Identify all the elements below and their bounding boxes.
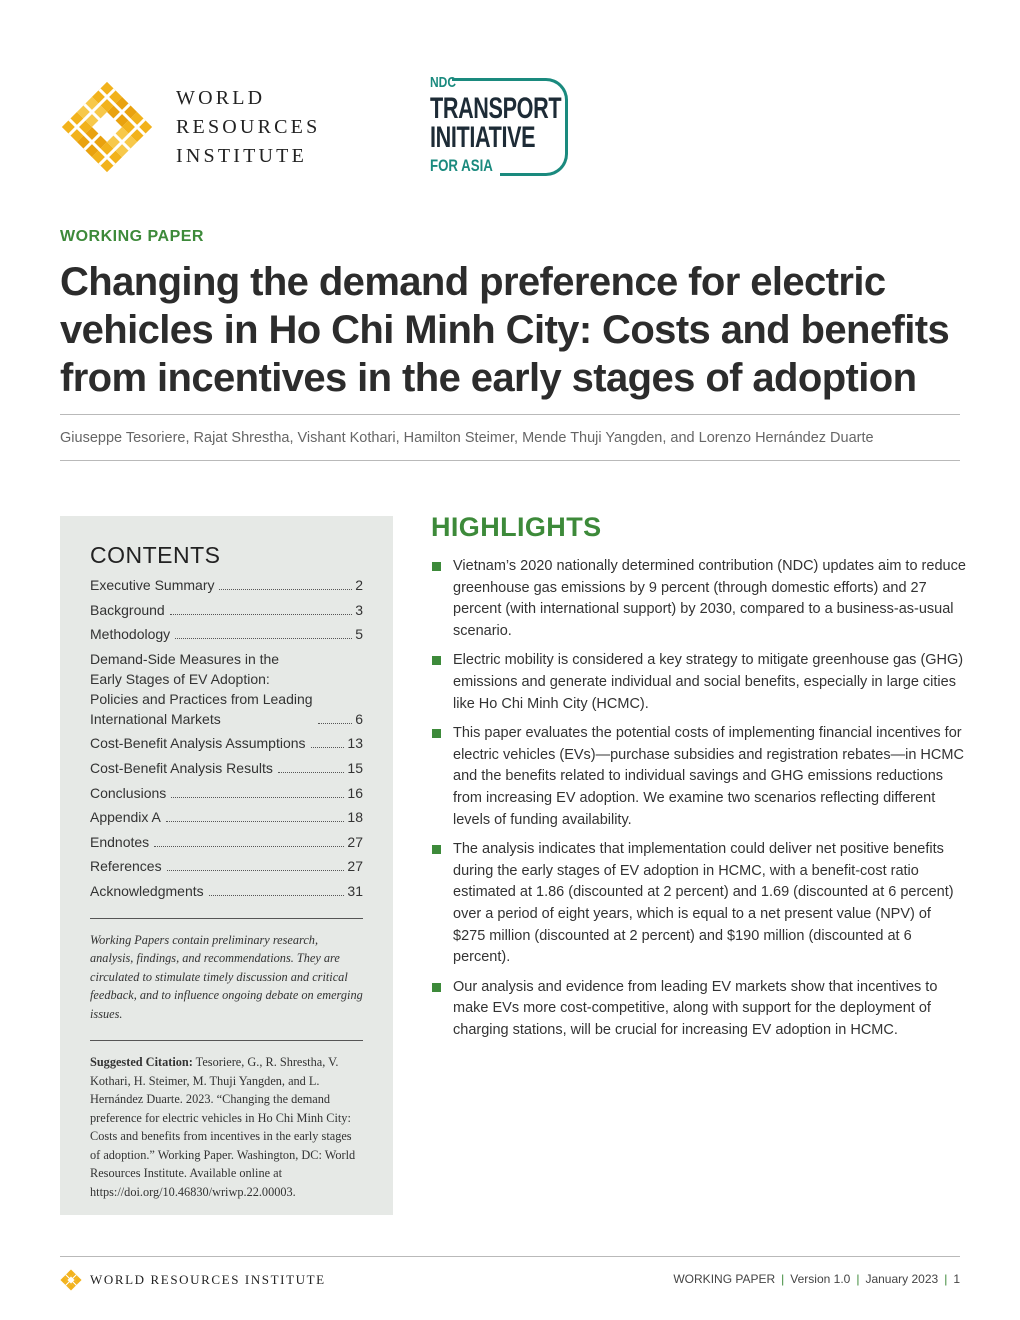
toc-item[interactable]: Acknowledgments 31	[90, 882, 363, 899]
bullet-square-icon	[432, 845, 441, 854]
panel-divider	[90, 918, 363, 919]
bullet-square-icon	[432, 729, 441, 738]
toc-item[interactable]: Appendix A 18	[90, 809, 363, 826]
document-type-label: WORKING PAPER	[60, 228, 204, 245]
toc-item[interactable]: Cost-Benefit Analysis Assumptions 13	[90, 735, 363, 752]
wri-logo	[60, 80, 320, 174]
highlight-item: Our analysis and evidence from leading EV markets show that incentives to make EVs more cost-competitive, along with support for the deployment of charging stations, will be crucial for increasing EV adoption in HCMC.	[431, 977, 966, 1042]
footer-wri-logo	[60, 1269, 326, 1291]
footer-date: January 2023	[865, 1272, 939, 1286]
toc-item[interactable]: Cost-Benefit Analysis Results 15	[90, 759, 363, 776]
contents-heading: CONTENTS	[90, 542, 221, 568]
authors-line: Giuseppe Tesoriere, Rajat Shrestha, Vishant Kothari, Hamilton Steimer, Mende Thuji Yangden, and Lorenzo Hernández Duarte	[60, 430, 874, 446]
highlight-item: The analysis indicates that implementation could deliver net positive benefits during the early stages of EV adoption in HCMC, with a benefit-cost ratio estimated at 1.86 (discounted at 2 percent) and 1.69 (discounted at 6 percent) over a period of eight years, which is equal to a net present value (NPV) of $275 million (discounted at 2 percent) and $190 million (discounted at 6 percent).	[431, 839, 966, 969]
ndc-logo-line: NDC	[430, 74, 456, 91]
suggested-citation	[90, 1053, 363, 1201]
footer-meta: WORKING PAPER | Version 1.0 | January 2023 | 1	[673, 1272, 960, 1286]
toc-item[interactable]: Demand-Side Measures in the Early Stages of EV Adoption: Policies and Practices from Leading International Markets 6	[90, 650, 363, 727]
highlights-heading: HIGHLIGHTS	[431, 512, 602, 542]
highlight-item: Electric mobility is considered a key strategy to mitigate greenhouse gas (GHG) emissions and generate individual and social benefits, especially in large cities like Ho Chi Minh City (HCMC).	[431, 650, 966, 715]
toc-item[interactable]: Endnotes 27	[90, 833, 363, 850]
ndc-logo-line: FOR ASIA	[430, 156, 493, 175]
highlight-item: This paper evaluates the potential costs of implementing financial incentives for electric vehicles (EVs)—purchase subsidies and registration rebates—in HCMC and the benefits related to individual savings and GHG emissions reductions from increasing EV adoption. We examine two scenarios reflecting different levels of funding availability.	[431, 723, 966, 831]
footer-version: Version 1.0	[790, 1272, 851, 1286]
highlights-section	[431, 512, 966, 1049]
table-of-contents	[90, 575, 363, 901]
title-divider	[60, 414, 960, 415]
wri-knot-icon	[60, 1269, 82, 1291]
bullet-square-icon	[432, 656, 441, 665]
highlight-item: Vietnam’s 2020 nationally determined contribution (NDC) updates aim to reduce greenhouse gas emissions by 9 percent (through domestic efforts) and 27 percent (with international support) by 2030, compared to a business-as-usual scenario.	[431, 556, 966, 642]
citation-label: Suggested Citation:	[90, 1055, 193, 1070]
ndc-logo-line: INITIATIVE	[430, 121, 536, 154]
footer-divider	[60, 1256, 960, 1257]
citation-text: Tesoriere, G., R. Shrestha, V. Kothari, H. Steimer, M. Thuji Yangden, and L. Hernández Duarte. 2023. “Changing the demand preference for electric vehicles in Ho Chi Minh City: Costs and benefits from incentives in the early stages of adoption.” Working Paper. Washington, DC: World Resources Institute. Available online at https://doi.org/10.46830/wriwp.22.00003.	[90, 1055, 356, 1199]
wri-wordmark: WORLD RESOURCES INSTITUTE	[176, 86, 321, 167]
working-paper-note: Working Papers contain preliminary research, analysis, findings, and recommendations. They are circulated to stimulate timely discussion and critical feedback, and to influence ongoing debate on emerging issues.	[90, 932, 363, 1021]
toc-item[interactable]: Background 3	[90, 601, 363, 618]
page-number: 1	[953, 1272, 960, 1286]
contents-panel	[60, 516, 393, 1215]
authors-divider	[60, 460, 960, 461]
bullet-square-icon	[432, 562, 441, 571]
toc-item[interactable]: Conclusions 16	[90, 784, 363, 801]
footer-org-name: WORLD RESOURCES INSTITUTE	[90, 1272, 326, 1287]
wri-knot-icon	[60, 80, 154, 174]
ndc-logo-line: TRANSPORT	[430, 92, 562, 125]
toc-item[interactable]: References 27	[90, 858, 363, 875]
panel-divider	[90, 1040, 363, 1041]
highlights-list	[431, 556, 966, 1041]
toc-item[interactable]: Methodology 5	[90, 626, 363, 643]
toc-item[interactable]: Executive Summary 2	[90, 577, 363, 593]
footer-doc-type: WORKING PAPER	[673, 1272, 776, 1286]
page-title: Changing the demand preference for electric vehicles in Ho Chi Minh City: Costs and benefits from incentives in the early stages of adoption	[60, 260, 950, 400]
ndc-transport-logo	[420, 74, 570, 178]
bullet-square-icon	[432, 983, 441, 992]
